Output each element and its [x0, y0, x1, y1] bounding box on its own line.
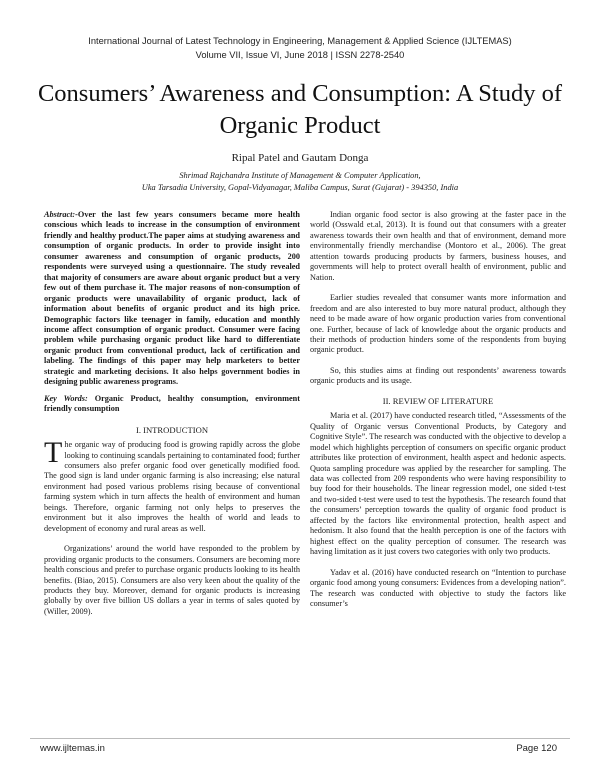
- review-paragraph-2: Yadav et al. (2016) have conducted research on “Intention to purchase organic food among young consumers: Evidences from a developing nation”. The research was conducted with objective to study the factors like consumer’s: [310, 567, 566, 608]
- section-heading-introduction: I. INTRODUCTION: [135, 424, 209, 435]
- affiliation-line-2: Uka Tarsadia University, Gopal-Vidyanagar, Maliba Campus, Surat (Gujarat) - 394350, India: [141, 183, 459, 192]
- intro-paragraph-1-text: he organic way of producing food is growing rapidly across the globe looking to continuing scandals pertaining to contaminated food; further consumers also prefer organic food over genetically modified food. The good sign is land under organic farming is also increasing; else natural environment had posed various problems rising because of conventional farming system which in turn affects the health of environment and human beings. Therefore, organic farming not only helps to preserves the environment but it also improves the health of world and leads to development of economy and rural areas as well.: [44, 440, 300, 533]
- journal-header: [0, 34, 600, 62]
- paper-title: Consumers’ Awareness and Consumption: A Study of Organic Product: [37, 80, 563, 139]
- intro-paragraph-2: Organizations’ around the world have responded to the problem by providing organic products to the consumers. Consumers are becoming more health conscious and prefer to purchase organic products looking to its health benefits. (Biao, 2015). Consumers are also very keen about the quality of the products they buy. Moreover, demand for organic products is increasing globally by over five billion US dollars a year in terms of sales quoted by (Willer, 2009).: [44, 544, 300, 616]
- affiliation-line-1: Shrimad Rajchandra Institute of Management & Computer Application,: [179, 171, 421, 180]
- section-heading-review: II. REVIEW OF LITERATURE: [382, 395, 494, 406]
- left-column: [44, 210, 300, 617]
- footer-rule: [30, 738, 570, 739]
- journal-issue: Volume VII, Issue VI, June 2018 | ISSN 2278-2540: [195, 50, 405, 60]
- author-affiliation: [0, 170, 600, 194]
- review-paragraph-1: Maria et al. (2017) have conducted research titled, “Assessments of the Quality of Organic versus Conventional Products, by Category and Cognitive Style”. The research was conducted with the objective to develop a model which highlights perception of consumers on specific organic product attributes like protection of environment, health aspect and hedonic aspects. Quota sampling procedure was applied by the researcher for sampling. The data was collected from 209 respondents who were having responsibility to buy food for their households. The linear regression model, one sided t-test and two-sided t-test were used to test the hypothesis. The research found that the consumers’ perception towards the quality of organic food product is affected by the factors like environmental protection, health aspect and hedonism. It also found that the health perception is one of the factors with highest effect on the quality perception of consumer. The research was having limitation as it just covers two categories with only two products.: [310, 411, 566, 557]
- right-column: [310, 210, 566, 609]
- right-paragraph-2: Earlier studies revealed that consumer wants more information and freedom and are also interested to buy more natural product, although they need to be made aware of how organic production varies from conventional one. Further, because of lack of knowledge about the organic products and their methods of production hinders some of the respondents from buying organic product.: [310, 293, 566, 355]
- abstract-label: Abstract:-: [44, 210, 78, 219]
- paper-authors: Ripal Patel and Gautam Donga: [231, 152, 369, 164]
- right-paragraph-1: Indian organic food sector is also growing at the faster pace in the world (Osswald et.al, 2013). It is found out that consumers with a greater awareness towards their own health and that of environment, demand more environmentally friendly merchandise (Montoro et al., 2006). The great attention towards producing products by farmers, business houses, and governments will help to protect overall health of environment, public and Nation.: [310, 210, 566, 282]
- footer-page-number: Page 120: [516, 743, 557, 754]
- intro-paragraph-1: [44, 436, 300, 534]
- keywords-label: Key Words:: [44, 393, 88, 403]
- drop-cap: T: [44, 436, 63, 470]
- right-paragraph-3: So, this studies aims at finding out respondents’ awareness towards organic products and its usage.: [310, 365, 566, 386]
- abstract-text: Over the last few years consumers became more health conscious which leads to increase in the consumption of environment friendly and healthy product.The paper aims at studying awareness and consumption of organic products. In order to provide insight into consumer awareness and consumption of organic products, 200 respondents were surveyed using a questionnaire. The study revealed that majority of consumers are aware about organic product but a very few out of them purchase it. The major reasons of non-consumption of organic products were unavailability of organic product, lack of information about benefits of organic product and its high price. Demographic factors like teenager in family, education and monthly income affect consumption of organic product. Consumer were facing problem while purchasing organic product like hard to differentiate organic product from conventional product, lack of certification and labeling. The findings of this paper may help marketers to better strategic and marketing decisions. It also helps government bodies in designing public awareness programs.: [44, 210, 300, 387]
- keywords-text: Organic Product, healthy consumption, environment friendly consumption: [44, 393, 300, 414]
- abstract: [44, 210, 300, 388]
- journal-name: International Journal of Latest Technology in Engineering, Management & Applied Science (IJLTEMAS): [88, 36, 512, 46]
- footer-website: www.ijltemas.in: [40, 743, 105, 754]
- keywords: [44, 394, 300, 415]
